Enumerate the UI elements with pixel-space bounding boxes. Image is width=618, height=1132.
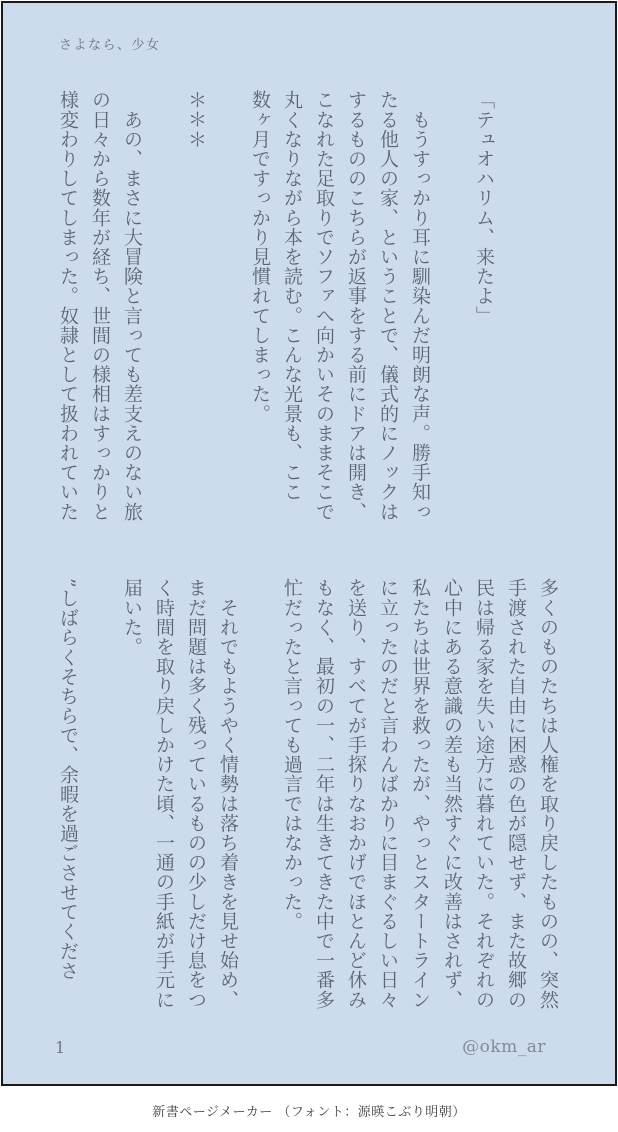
page-number: 1 (55, 1038, 66, 1057)
text-line: 私たちは世界を救ったが、やっとスタートライン (409, 578, 431, 1010)
text-line: 数ヶ月ですっかり見慣れてしまった。 (249, 90, 271, 424)
text-line (148, 90, 180, 522)
text-line: ”しばらくそちらで、余暇を過ごさせてくださ (57, 578, 79, 981)
text-line: 届いた。 (121, 578, 143, 657)
text-line (84, 578, 116, 1010)
text-line: 民は帰る家を失い途方に暮れていた。それぞれの (473, 578, 495, 1010)
novel-page-card (1, 1, 617, 1086)
text-line: 心中にある意識の差も当然すぐに改善はされず、 (441, 578, 463, 1010)
text-line: もうすっかり耳に馴染んだ明朗な声。勝手知っ (409, 90, 431, 522)
text-block-top (52, 90, 564, 522)
text-line (500, 90, 532, 522)
scene-break-marker: ＊＊＊ (185, 90, 207, 149)
text-line: を送り、すべてが手探りなおかげでほとんど休み (345, 578, 367, 1010)
text-line: 多くのものたちは人権を取り戻したものの、突然 (537, 578, 559, 1010)
text-line (244, 578, 276, 1010)
text-line: 手渡された自由に困惑の色が隠せず、また故郷の (505, 578, 527, 1010)
novel-title: さよなら、少女 (59, 38, 161, 53)
text-line (532, 90, 564, 522)
text-line: 「テュオハリム、来たよ」 (473, 90, 495, 326)
author-handle: @okm_ar (462, 1037, 546, 1057)
text-line: の日々から数年が経ち、世間の様相はすっかりと (89, 90, 111, 522)
generator-caption: 新書ページメーカー （フォント：源暎こぶり明朝） (152, 1105, 466, 1120)
text-line: こなれた足取りでソファへ向かいそのままそこで (313, 90, 335, 522)
text-line (436, 90, 468, 522)
text-line: するもののこちらが返事をする前にドアは開き、 (345, 90, 367, 522)
text-line: あの、まさに大冒険と言っても差支えのない旅 (121, 90, 143, 522)
text-line (212, 90, 244, 522)
text-line: 丸くなりながら本を読む。こんな光景も、ここ (281, 90, 303, 502)
text-line: 忙だったと言っても過言ではなかった。 (281, 578, 303, 931)
text-line: たる他人の家、ということで、儀式的にノックは (377, 90, 399, 522)
text-block-bottom (52, 578, 564, 1010)
text-line: それでもようやく情勢は落ち着きを見せ始め、 (217, 578, 239, 1010)
text-line: まだ問題は多く残っているものの少しだけ息をつ (185, 578, 207, 1010)
text-line: に立ったのだと言わんばかりに目まぐるしい日々 (377, 578, 399, 1010)
text-line: 様変わりしてしまった。奴隷として扱われていた (57, 90, 79, 522)
text-line: もなく、最初の一、二年は生きてきた中で一番多 (313, 578, 335, 1010)
text-line: く時間を取り戻しかけた頃、一通の手紙が手元に (153, 578, 175, 1010)
